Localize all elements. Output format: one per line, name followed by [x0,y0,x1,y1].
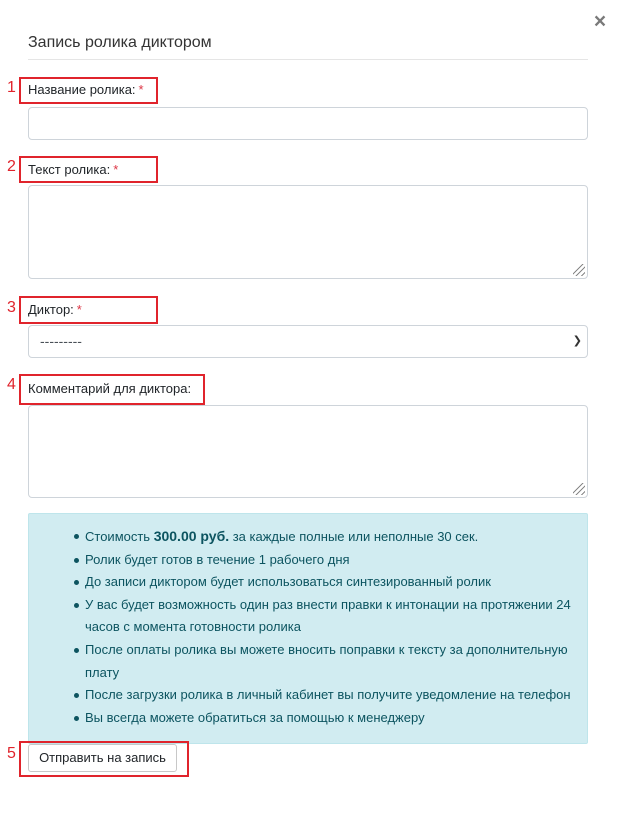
text-textarea[interactable] [28,185,588,279]
annotation-box [19,374,205,405]
annotation-box [19,156,158,183]
price-amount: 300.00 руб. [153,528,230,544]
info-item: После загрузки ролика в личный кабинет вы получите уведомление на телефон [85,684,577,707]
comment-label-text: Комментарий для диктора: [28,381,192,396]
required-mark: * [76,302,82,317]
announcer-select[interactable] [28,325,588,358]
annotation-number: 5 [7,745,16,762]
announcer-selected-value: --------- [40,333,82,349]
info-alert [28,513,588,744]
info-list [29,514,587,729]
annotation-number: 2 [7,158,16,175]
name-label-text: Название ролика: [28,82,136,97]
resize-handle-icon[interactable] [573,264,585,276]
required-mark: * [138,82,144,97]
annotation-box [19,741,189,777]
chevron-down-icon: ❯ [572,335,582,347]
price-suffix: за каждые полные или неполные 30 сек. [229,529,479,544]
annotation-box [19,296,158,324]
text-label-text: Текст ролика: [28,162,111,177]
resize-handle-icon[interactable] [573,483,585,495]
required-mark: * [113,162,119,177]
comment-textarea[interactable] [28,405,588,498]
info-item-price [85,525,577,549]
modal-title: Запись ролика диктором [28,34,212,51]
info-item: После оплаты ролика вы можете вносить поправки к тексту за дополнительную плату [85,639,577,684]
close-icon[interactable]: × [593,10,607,33]
title-divider [28,59,588,60]
annotation-number: 4 [7,376,16,393]
info-item: До записи диктором будет использоваться синтезированный ролик [85,571,577,594]
info-item: У вас будет возможность один раз внести правки к интонации на протяжении 24 часов с момента готовности ролика [85,594,577,639]
submit-button[interactable]: Отправить на запись [28,744,177,772]
name-input[interactable] [28,107,588,140]
annotation-box [19,77,158,104]
info-item: Вы всегда можете обратиться за помощью к менеджеру [85,707,577,730]
info-item: Ролик будет готов в течение 1 рабочего дня [85,549,577,572]
announcer-label-text: Диктор: [28,302,74,317]
price-prefix: Стоимость [85,529,154,544]
annotation-number: 3 [7,299,16,316]
annotation-number: 1 [7,79,16,96]
